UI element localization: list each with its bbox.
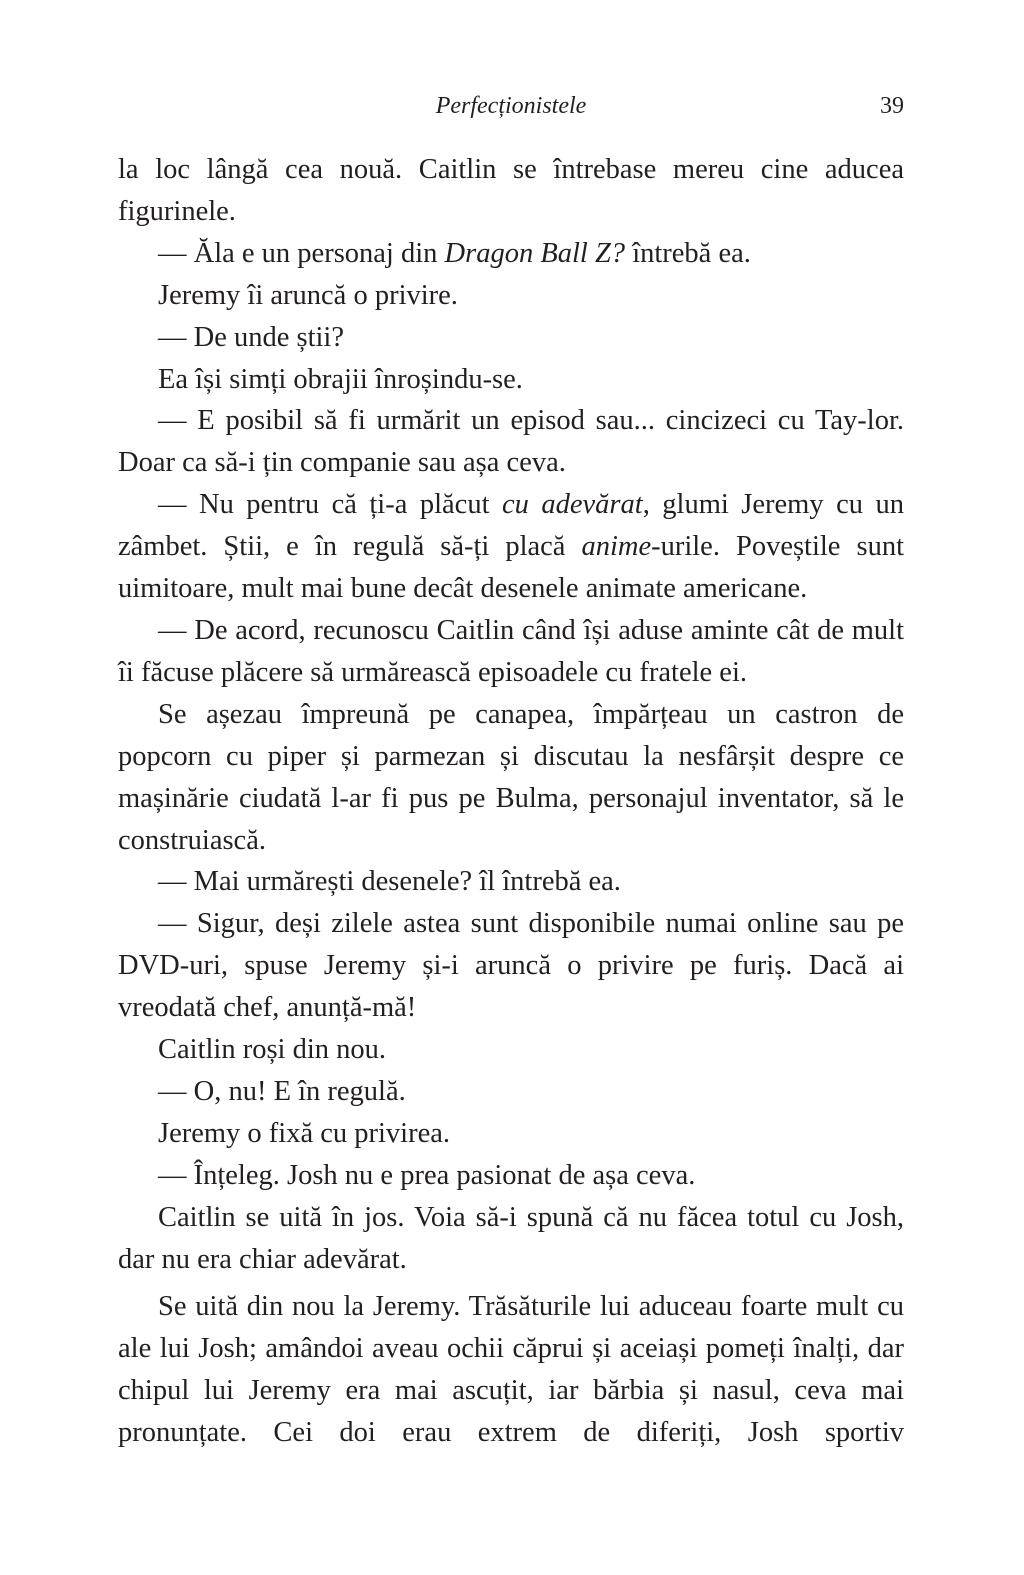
running-head-title: Perfecționistele [435,93,587,119]
italic-emphasis: anime [581,531,652,563]
body-text [118,149,904,1454]
dialogue-paragraph: — E posibil să fi urmărit un episod sau... cincizeci cu Tay-lor. Doar ca să-i țin companie sau așa ceva. [118,405,904,479]
dialogue-paragraph: — Nu pentru că ți-a plăcut cu adevărat, glumi Jeremy cu un zâmbet. Știi, e în regulă să-ți placă anime-urile. Poveștile sunt uimitoare, mult mai bune decât desenele animate americane. [118,489,904,605]
paragraph: Caitlin roși din nou. [158,1034,386,1066]
page-header [118,88,904,128]
dialogue-paragraph: — Sigur, deși zilele astea sunt disponibile numai online sau pe DVD-uri, spuse Jeremy și-i aruncă o privire pe furiș. Dacă ai vreodată chef, anunță-mă! [118,908,904,1024]
paragraph: Se uită din nou la Jeremy. Trăsăturile lui aduceau foarte mult cu ale lui Josh; amândoi aveau ochii căprui și aceiași pomeți înalți, dar chipul lui Jeremy era mai ascuțit, iar bărbia și nasul, ceva mai pronunțate. Cei doi erau extrem de diferiți, Josh sportiv [118,1291,904,1449]
dialogue-paragraph: — De unde știi? [158,321,345,353]
dialogue-paragraph: — Înțeleg. Josh nu e prea pasionat de așa ceva. [158,1159,696,1191]
paragraph: Caitlin se uită în jos. Voia să-i spună că nu făcea totul cu Josh, dar nu era chiar adevărat. [118,1201,904,1275]
italic-title: Dragon Ball Z? [444,237,626,269]
paragraph: Jeremy o fixă cu privirea. [158,1117,450,1149]
paragraph: Se așezau împreună pe canapea, împărțeau un castron de popcorn cu piper și parmezan și discutau la nesfârșit despre ce mașinărie ciudată l-ar fi pus pe Bulma, personajul inventator, să le construiască. [118,698,904,856]
paragraph: la loc lângă cea nouă. Caitlin se întrebase mereu cine aducea figurinele. [118,154,904,227]
paragraph: Jeremy îi aruncă o privire. [158,279,458,311]
dialogue-paragraph: — Mai urmărești desenele? îl întrebă ea. [158,866,621,898]
italic-emphasis: cu adevărat [501,489,643,521]
page-number: 39 [880,93,904,119]
dialogue-paragraph: — De acord, recunoscu Caitlin când își aduse aminte cât de mult îi făcuse plăcere să urmărească episoadele cu fratele ei. [118,614,904,688]
dialogue-paragraph: — Ăla e un personaj din Dragon Ball Z? întrebă ea. [158,237,751,269]
paragraph: Ea își simți obrajii înroșindu-se. [158,363,523,395]
dialogue-paragraph: — O, nu! E în regulă. [158,1075,406,1107]
